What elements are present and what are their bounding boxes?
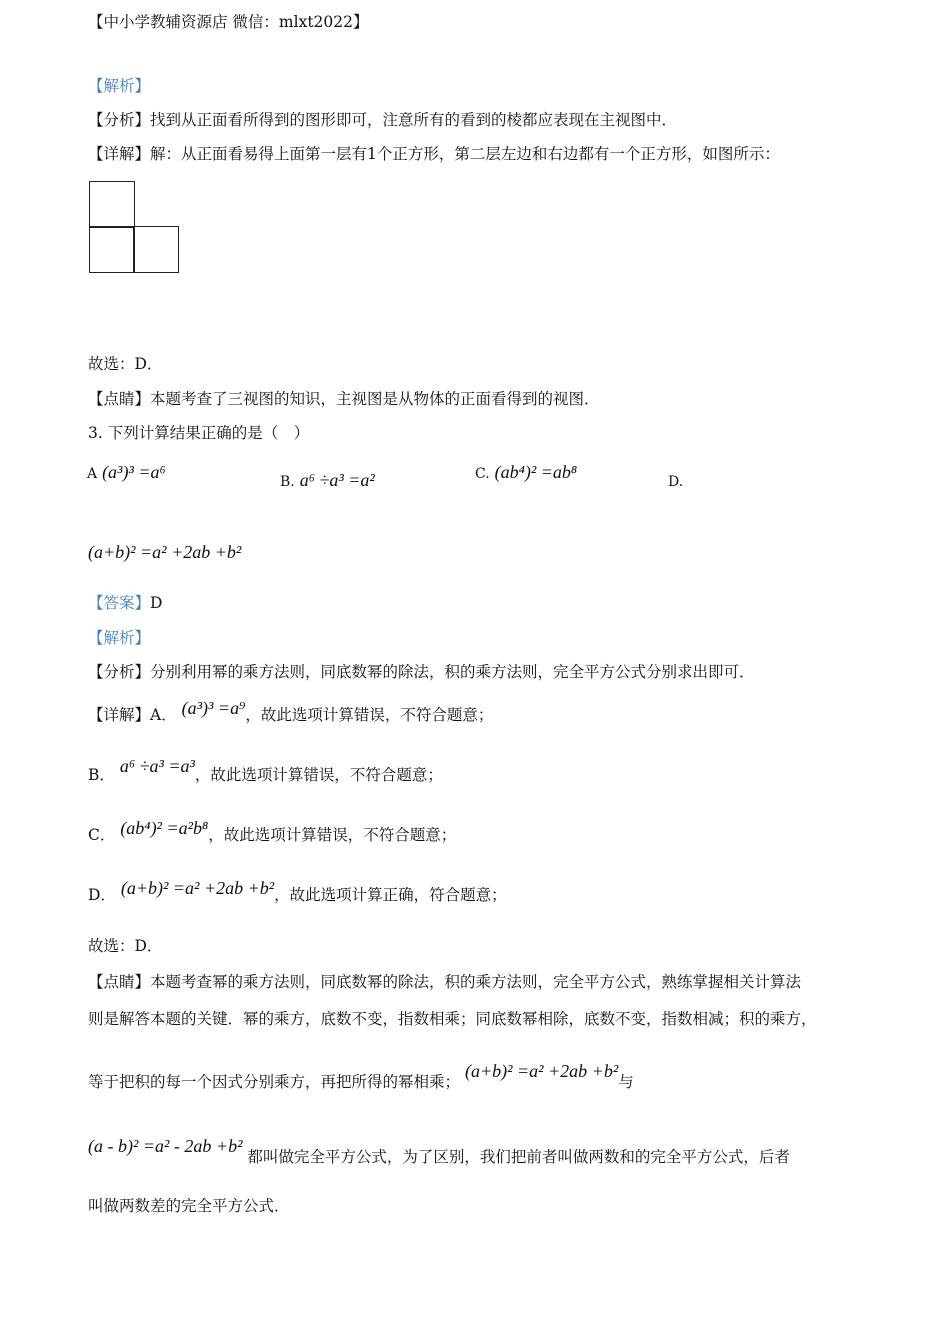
option-b — [280, 470, 375, 491]
dianjing-paragraph — [88, 389, 600, 409]
option-expr: (ab⁴)² =ab⁸ — [494, 462, 578, 482]
dianjing-line-3 — [88, 1061, 634, 1092]
xiangjie-paragraph — [88, 144, 780, 164]
option-a — [87, 462, 166, 483]
text: 与 — [618, 1073, 634, 1091]
square-top — [89, 181, 135, 228]
dianjing-line-1 — [88, 972, 801, 992]
text: ，故此选项计算错误，不符合题意； — [194, 766, 443, 784]
formula: (a - b)² =a² - 2ab +b² — [88, 1136, 243, 1156]
text: D — [150, 594, 163, 612]
label: B． — [88, 766, 115, 784]
expr: (a+b)² =a² +2ab +b² — [120, 878, 275, 898]
text: 解：从正面看易得上面第一层有1个正方形，第二层左边和右边都有一个正方形，如图所示： — [150, 145, 780, 163]
tag: 【分析】 — [88, 111, 151, 129]
expr: a⁶ ÷a³ =a³ — [119, 756, 195, 776]
header-watermark: 【中小学教辅资源店 微信：mlxt2022】 — [88, 13, 369, 31]
square-bottom-right — [133, 226, 179, 273]
question-3: 3. 下列计算结果正确的是（ ） — [88, 424, 310, 442]
tag: 【详解】 — [88, 145, 151, 163]
jiexi-heading: 【解析】 — [88, 77, 151, 95]
option-d-label: D. — [668, 474, 684, 490]
tag: 【点睛】 — [88, 973, 151, 991]
label: A． — [150, 706, 177, 724]
tag: 【点睛】 — [88, 390, 151, 408]
option-label: A — [87, 466, 98, 482]
answer-choice: 故选：D． — [88, 355, 163, 373]
answer-choice-2: 故选：D． — [88, 937, 163, 955]
dianjing-line-5: 叫做两数差的完全平方公式． — [88, 1197, 290, 1215]
text: 本题考查了三视图的知识，主视图是从物体的正面看得到的视图． — [150, 390, 600, 408]
text: 分别利用幂的乘方法则，同底数幂的除法，积的乘方法则，完全平方公式分别求出即可． — [150, 663, 755, 681]
fenxi-paragraph — [88, 110, 677, 130]
answer-line — [88, 593, 162, 613]
expr: (ab⁴)² =a²b⁸ — [120, 818, 209, 838]
tag: 【分析】 — [88, 663, 151, 681]
square-bottom-left — [89, 226, 135, 273]
detail-a — [88, 698, 494, 725]
formula: (a+b)² =a² +2ab +b² — [464, 1061, 619, 1081]
text: ，故此选项计算错误，不符合题意； — [245, 706, 494, 724]
expr: (a³)³ =a⁹ — [181, 698, 246, 718]
fenxi-paragraph-2 — [88, 662, 755, 682]
option-label: C. — [475, 466, 490, 482]
dianjing-line-4 — [88, 1136, 790, 1167]
label: D． — [88, 886, 116, 904]
tag: 【答案】 — [88, 594, 151, 612]
detail-c — [88, 818, 457, 845]
option-label: B. — [280, 474, 295, 490]
text: ，故此选项计算错误，不符合题意； — [208, 826, 457, 844]
text: 等于把积的每一个因式分别乘方，再把所得的幂相乘； — [88, 1073, 461, 1091]
detail-b — [88, 756, 443, 785]
option-expr: (a³)³ =a⁶ — [102, 462, 166, 482]
text: 都叫做完全平方公式，为了区别，我们把前者叫做两数和的完全平方公式，后者 — [247, 1148, 790, 1166]
label: C． — [88, 826, 116, 844]
option-d-expr: (a+b)² =a² +2ab +b² — [88, 542, 242, 562]
option-expr: a⁶ ÷a³ =a² — [299, 470, 375, 490]
option-c — [475, 462, 577, 483]
jiexi-heading-2: 【解析】 — [88, 629, 151, 647]
dianjing-line-2: 则是解答本题的关键．幂的乘方，底数不变，指数相乘；同底数幂相除，底数不变，指数相减；积的乘方， — [88, 1010, 817, 1028]
text: 本题考查幂的乘方法则，同底数幂的除法，积的乘方法则，完全平方公式，熟练掌握相关计算法 — [150, 973, 802, 991]
detail-d — [88, 878, 507, 905]
text: 找到从正面看所得到的图形即可，注意所有的看到的棱都应表现在主视图中． — [150, 111, 678, 129]
tag: 【详解】 — [88, 706, 151, 724]
text: ，故此选项计算正确，符合题意； — [274, 886, 507, 904]
